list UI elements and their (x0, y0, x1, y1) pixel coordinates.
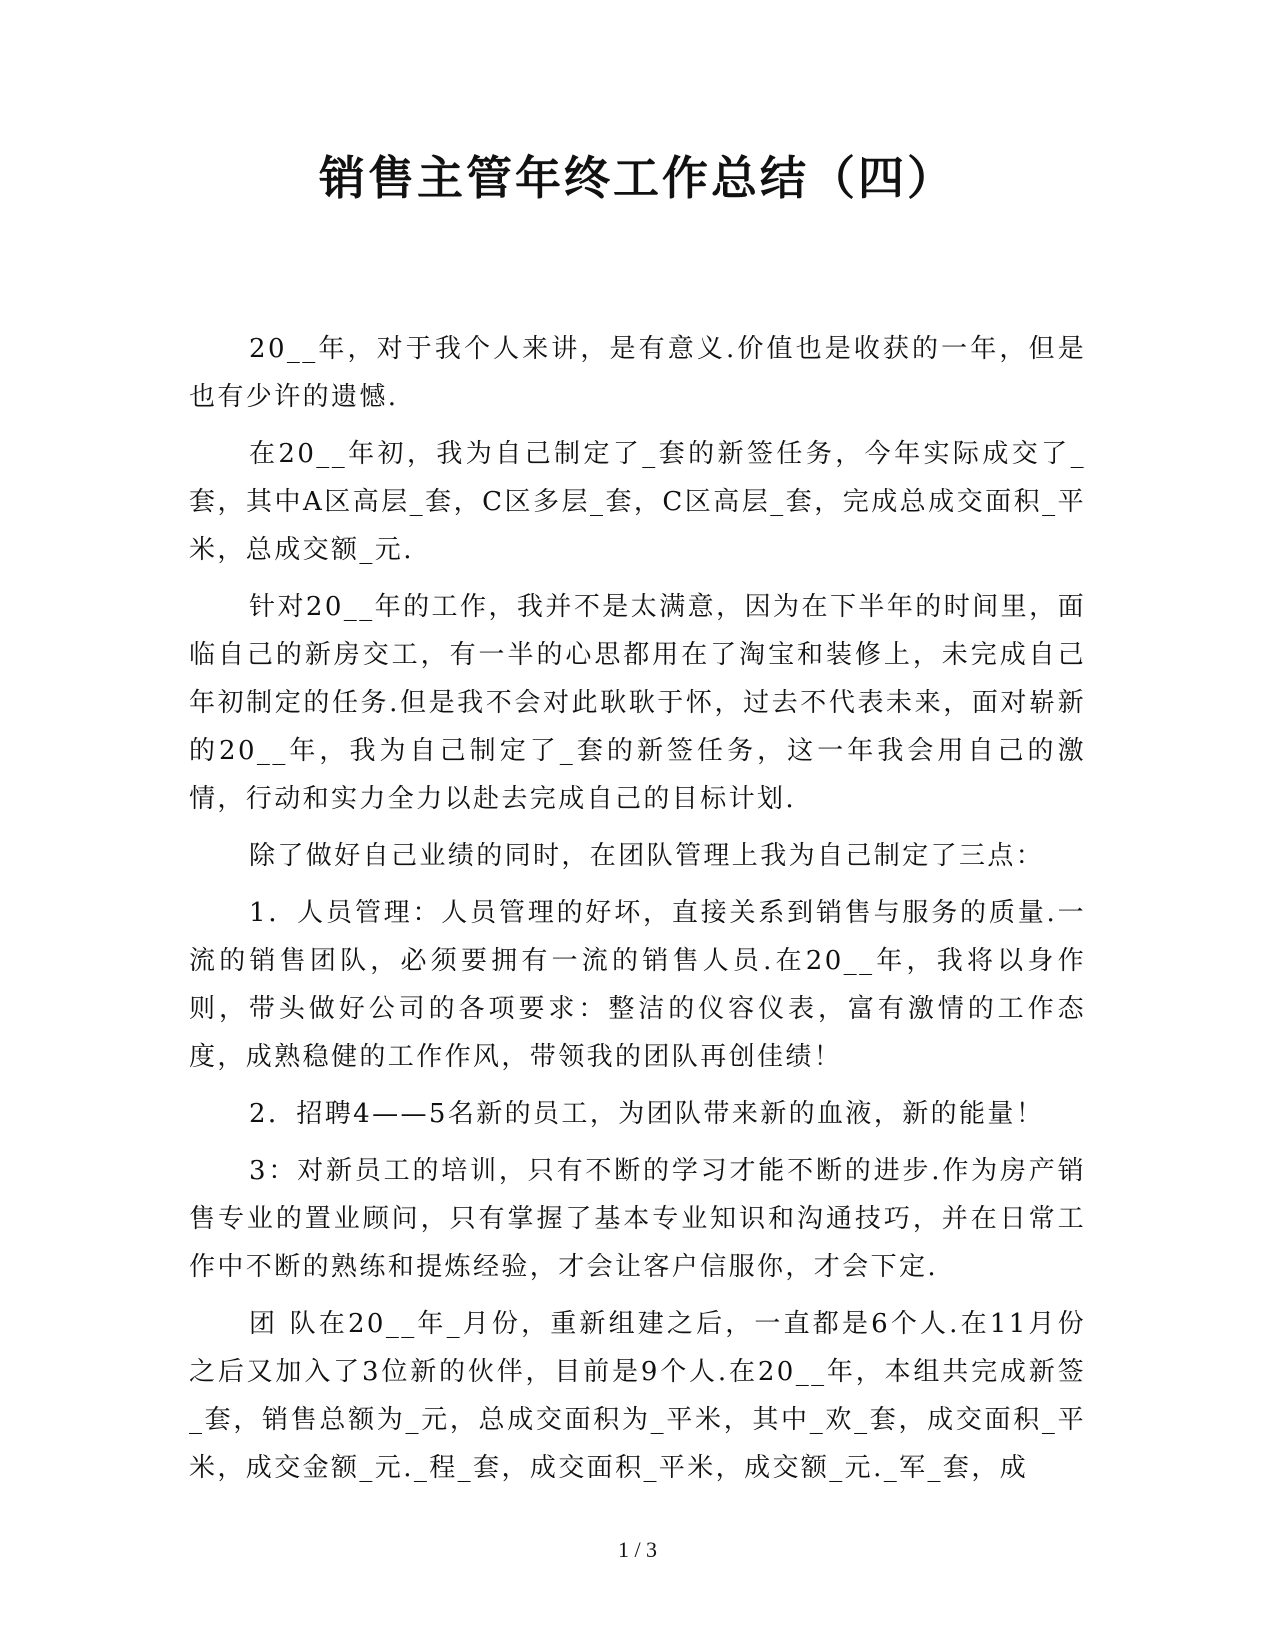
paragraph-plan-item-1: 1．人员管理：人员管理的好坏，直接关系到销售与服务的质量.一流的销售团队，必须要拥有一流的销售人员.在20__年，我将以身作则，带头做好公司的各项要求：整洁的仪容仪表，富有激情的工作态度，成熟稳健的工作作风，带领我的团队再创佳绩！ (189, 898, 1086, 1072)
paragraph-team-plan-intro: 除了做好自己业绩的同时，在团队管理上我为自己制定了三点： (249, 841, 1045, 871)
paragraph-sales-task: 在20__年初，我为自己制定了_套的新签任务，今年实际成交了_套，其中A区高层_套，C区多层_套，C区高层_套，完成总成交面积_平米，总成交额_元. (189, 439, 1086, 565)
paragraph-plan-item-2: 2．招聘4——5名新的员工，为团队带来新的血液，新的能量！ (249, 1099, 1045, 1129)
paragraph-intro: 20__年，对于我个人来讲，是有意义.价值也是收获的一年，但是也有少许的遗憾. (189, 334, 1086, 412)
paragraph-plan-item-3: 3：对新员工的培训，只有不断的学习才能不断的进步.作为房产销售专业的置业顾问，只有掌握了基本专业知识和沟通技巧，并在日常工作中不断的熟练和提炼经验，才会让客户信服你，才会下定. (189, 1156, 1086, 1282)
document-title: 销售主管年终工作总结（四） (319, 151, 956, 205)
page-number: 1 / 3 (617, 1537, 658, 1562)
document-body (189, 325, 1086, 1501)
paragraph-self-review: 针对20__年的工作，我并不是太满意，因为在下半年的时间里，面临自己的新房交工，有一半的心思都用在了淘宝和装修上，未完成自己年初制定的任务.但是我不会对此耿耿于怀，过去不代表未来，面对崭新的20__年，我为自己制定了_套的新签任务，这一年我会用自己的激情，行动和实力全力以赴去完成自己的目标计划. (189, 592, 1086, 814)
paragraph-team-summary: 团 队在20__年_月份，重新组建之后，一直都是6个人.在11月份之后又加入了3位新的伙伴，目前是9个人.在20__年，本组共完成新签_套，销售总额为_元，总成交面积为_平米，其中_欢_套，成交面积_平米，成交金额_元._程_套，成交面积_平米，成交额_元._军_套，成 (189, 1309, 1086, 1483)
